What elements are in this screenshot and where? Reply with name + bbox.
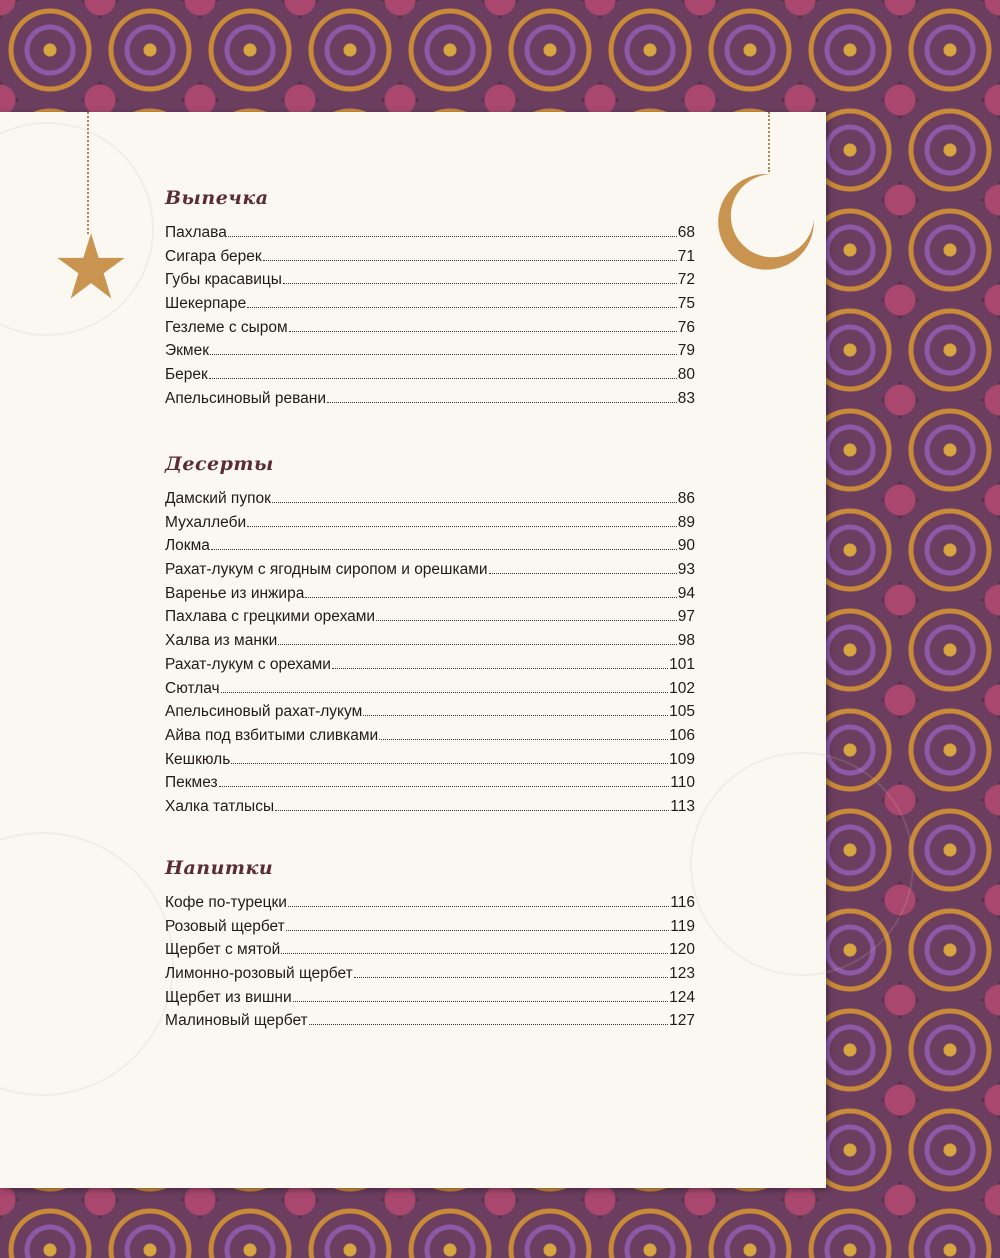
entry-page-number: 83 [677,389,695,407]
entry-page-number: 93 [677,561,695,579]
entry-title: Дамский пупок [165,490,271,507]
dot-leader [305,597,676,598]
dot-leader [309,1024,668,1025]
dot-leader [231,763,668,764]
section-entries [165,221,695,411]
section-heading: Десерты [165,453,274,475]
dot-leader [221,692,668,693]
entry-page-number: 109 [669,750,695,768]
section-entries [165,487,695,819]
watermark-ornament [690,752,914,976]
entry-page-number: 90 [677,537,695,555]
entry-title: Губы красавицы [165,271,282,289]
entry-title: Айва под взбитыми сливками [165,726,379,744]
entry-page-number: 106 [669,726,695,744]
entry-page-number: 89 [677,513,695,531]
toc-entry[interactable] [165,268,695,292]
star-icon [56,232,126,302]
entry-title: Экмек [165,342,209,360]
dot-leader [289,331,677,332]
entry-page-number: 68 [677,224,695,241]
dot-leader [210,354,677,355]
entry-page-number: 76 [677,318,695,336]
toc-entry[interactable] [165,795,695,819]
entry-title: Пекмез [165,774,218,792]
toc-entry[interactable] [165,653,695,677]
crescent-moon-icon [714,170,818,274]
toc-entry[interactable] [165,915,695,939]
entry-title: Апельсиновый ревани [165,389,327,407]
dot-leader [219,786,670,787]
toc-entry[interactable] [165,245,695,269]
dot-leader [247,526,677,527]
toc-entry[interactable] [165,511,695,535]
dot-leader [286,930,670,931]
dot-leader [293,1001,669,1002]
entry-title: Кофе по-турецки [165,894,287,911]
entry-title: Щербет с мятой [165,941,281,959]
toc-entry[interactable] [165,748,695,772]
toc-entry[interactable] [165,962,695,986]
entry-title: Розовый щербет [165,917,285,935]
dot-leader [211,549,677,550]
toc-entry[interactable] [165,938,695,962]
entry-title: Рахат-лукум с ягодным сиропом и орешками [165,561,488,579]
entry-page-number: 127 [669,1012,695,1030]
entry-page-number: 116 [670,894,695,911]
entry-page-number: 71 [677,247,695,265]
toc-entry[interactable] [165,986,695,1010]
entry-title: Шекерпаре [165,295,247,313]
dot-leader [281,953,668,954]
toc-entry[interactable] [165,771,695,795]
entry-page-number: 102 [669,679,695,697]
star-hanging-string [87,112,89,234]
toc-entry[interactable] [165,677,695,701]
dot-leader [228,236,677,237]
toc-entry[interactable] [165,339,695,363]
entry-page-number: 124 [669,988,695,1006]
entry-title: Пахлава [165,224,227,241]
entry-title: Мухаллеби [165,513,247,531]
entry-page-number: 79 [677,342,695,360]
entry-page-number: 120 [669,941,695,959]
dot-leader [247,307,676,308]
toc-entry[interactable] [165,487,695,511]
entry-title: Кешкюль [165,750,231,768]
toc-entry[interactable] [165,1009,695,1033]
dot-leader [263,260,677,261]
dot-leader [379,739,668,740]
entry-page-number: 101 [669,655,695,673]
entry-title: Халва из манки [165,632,278,650]
dot-leader [272,502,677,503]
dot-leader [275,810,669,811]
entry-page-number: 98 [677,632,695,650]
dot-leader [332,668,668,669]
entry-page-number: 113 [670,797,695,815]
toc-entry[interactable] [165,221,695,245]
dot-leader [376,620,677,621]
entry-page-number: 119 [670,917,695,935]
watermark-ornament [0,122,154,336]
toc-entry[interactable] [165,700,695,724]
section-heading: Напитки [165,857,274,879]
toc-entry[interactable] [165,558,695,582]
dot-leader [354,977,668,978]
toc-entry[interactable] [165,316,695,340]
entry-title: Сигара берек [165,247,262,265]
dot-leader [283,283,677,284]
entry-page-number: 123 [669,965,695,983]
entry-page-number: 110 [670,774,695,792]
entry-title: Гезлеме с сыром [165,318,288,336]
toc-section-desserts [165,452,695,819]
toc-entry[interactable] [165,582,695,606]
entry-title: Малиновый щербет [165,1012,308,1030]
toc-entry[interactable] [165,363,695,387]
toc-section-drinks [165,856,695,1033]
entry-title: Лимонно-розовый щербет [165,965,353,983]
entry-page-number: 94 [677,584,695,602]
dot-leader [489,573,677,574]
toc-entry[interactable] [165,387,695,411]
entry-title: Берек [165,366,208,384]
entry-title: Сютлач [165,679,220,697]
toc-entry[interactable] [165,534,695,558]
toc-entry[interactable] [165,292,695,316]
toc-entry[interactable] [165,605,695,629]
entry-title: Халка татлысы [165,797,275,815]
entry-page-number: 97 [677,608,695,626]
entry-title: Локма [165,537,210,555]
entry-page-number: 75 [677,295,695,313]
dot-leader [209,378,677,379]
toc-entry[interactable] [165,724,695,748]
entry-page-number: 72 [677,271,695,289]
toc-entry[interactable] [165,891,695,915]
dot-leader [363,715,668,716]
entry-title: Рахат-лукум с орехами [165,655,331,673]
dot-leader [288,906,669,907]
entry-page-number: 80 [677,366,695,384]
dot-leader [278,644,676,645]
moon-hanging-string [768,112,770,172]
entry-page-number: 105 [669,703,695,721]
entry-title: Щербет из вишни [165,988,292,1006]
section-entries [165,891,695,1033]
entry-title: Пахлава с грецкими орехами [165,608,376,626]
toc-entry[interactable] [165,629,695,653]
entry-page-number: 86 [677,490,695,507]
entry-title: Варенье из инжира [165,584,305,602]
entry-title: Апельсиновый рахат-лукум [165,703,363,721]
watermark-ornament [0,832,174,1096]
section-heading: Выпечка [165,187,269,209]
dot-leader [327,402,677,403]
toc-section-baking [165,186,695,411]
